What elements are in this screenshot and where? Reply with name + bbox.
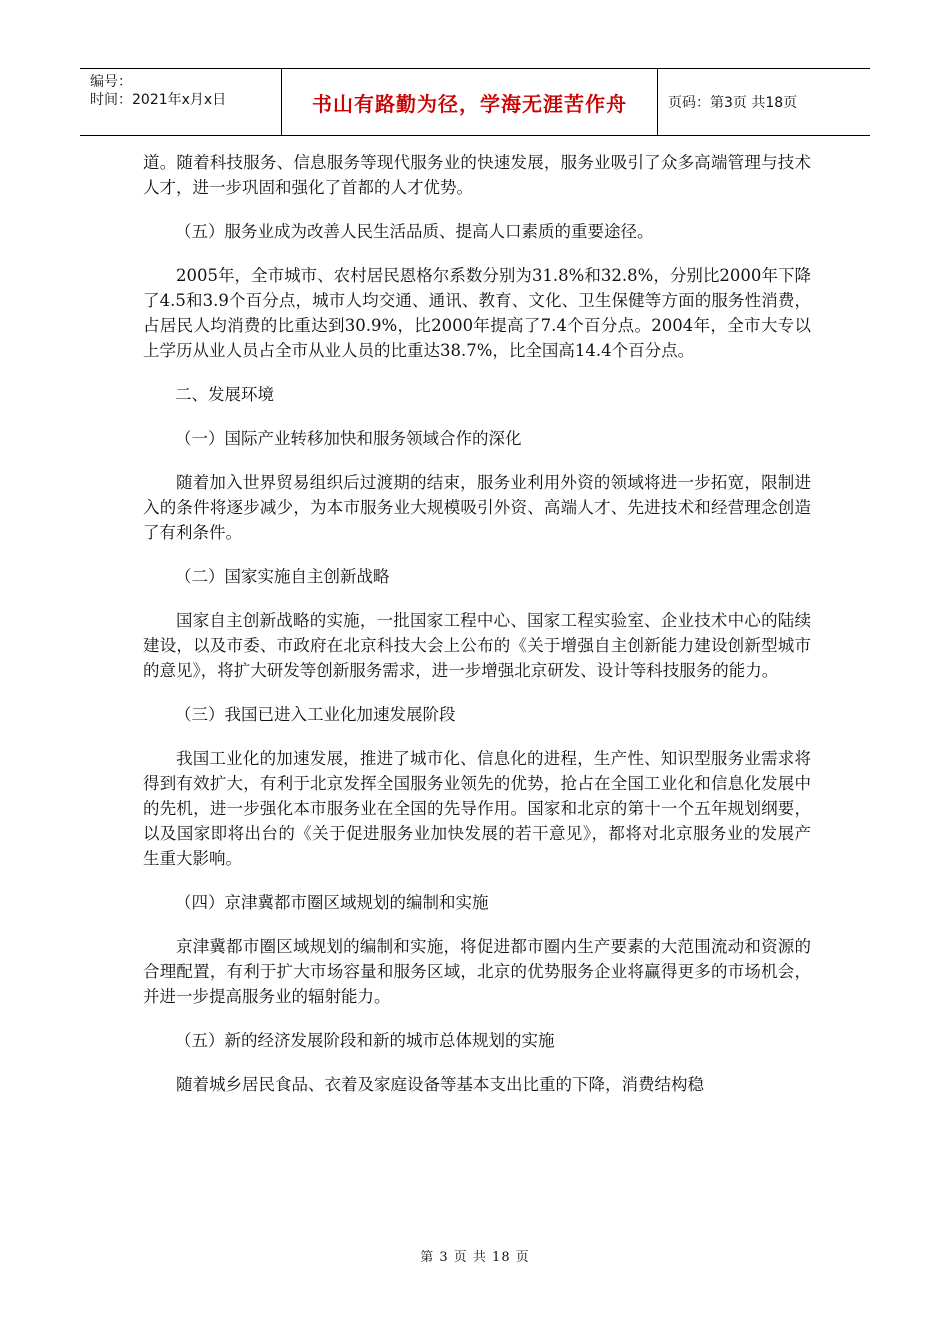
header-page-info: 页码：第3页 共18页 xyxy=(668,95,798,111)
page-header xyxy=(80,68,870,136)
body-paragraph: 国家自主创新战略的实施，一批国家工程中心、国家工程实验室、企业技术中心的陆续建设，以及市委、市政府在北京科技大会上公布的《关于增强自主创新能力建设创新型城市的意见》，将扩大研发等创新服务需求，进一步增强北京研发、设计等科技服务的能力。 xyxy=(143,611,811,680)
document-body xyxy=(143,150,811,1116)
document-time: 时间：2021年x月x日 xyxy=(90,92,227,108)
page-footer: 第 3 页 共 18 页 xyxy=(420,1250,530,1265)
section-heading: （四）京津冀都市圈区域规划的编制和实施 xyxy=(175,893,489,912)
header-meta xyxy=(80,69,282,135)
body-paragraph: 2005年，全市城市、农村居民恩格尔系数分别为31.8%和32.8%，分别比2000年下降了4.5和3.9个百分点，城市人均交通、通讯、教育、文化、卫生保健等方面的服务性消费，占居民人均消费的比重达到30.9%，比2000年提高了7.4个百分点。2004年，全市大专以上学历从业人员占全市从业人员的比重达38.7%，比全国高14.4个百分点。 xyxy=(143,266,811,360)
chapter-heading: 二、发展环境 xyxy=(175,385,274,404)
body-paragraph: 京津冀都市圈区域规划的编制和实施，将促进都市圈内生产要素的大范围流动和资源的合理配置，有利于扩大市场容量和服务区域，北京的优势服务企业将赢得更多的市场机会，并进一步提高服务业的辐射能力。 xyxy=(143,937,811,1006)
header-motto: 书山有路勤为径，学海无涯苦作舟 xyxy=(282,69,658,135)
section-heading: （二）国家实施自主创新战略 xyxy=(175,567,390,586)
section-heading: （三）我国已进入工业化加速发展阶段 xyxy=(175,705,456,724)
body-paragraph: 我国工业化的加速发展，推进了城市化、信息化的进程，生产性、知识型服务业需求将得到有效扩大，有利于北京发挥全国服务业领先的优势，抢占在全国工业化和信息化发展中的先机，进一步强化本市服务业在全国的先导作用。国家和北京的第十一个五年规划纲要，以及国家即将出台的《关于促进服务业加快发展的若干意见》，都将对北京服务业的发展产生重大影响。 xyxy=(143,749,811,868)
document-number-label: 编号： xyxy=(90,74,132,90)
body-paragraph: 随着城乡居民食品、衣着及家庭设备等基本支出比重的下降，消费结构稳 xyxy=(176,1075,704,1094)
section-heading: （五）服务业成为改善人民生活品质、提高人口素质的重要途径。 xyxy=(175,222,654,241)
paragraph-continuation: 道。随着科技服务、信息服务等现代服务业的快速发展，服务业吸引了众多高端管理与技术人才，进一步巩固和强化了首都的人才优势。 xyxy=(143,153,811,197)
section-heading: （一）国际产业转移加快和服务领域合作的深化 xyxy=(175,429,522,448)
body-paragraph: 随着加入世界贸易组织后过渡期的结束，服务业利用外资的领域将进一步拓宽，限制进入的条件将逐步减少，为本市服务业大规模吸引外资、高端人才、先进技术和经营理念创造了有利条件。 xyxy=(143,473,811,542)
section-heading: （五）新的经济发展阶段和新的城市总体规划的实施 xyxy=(175,1031,555,1050)
